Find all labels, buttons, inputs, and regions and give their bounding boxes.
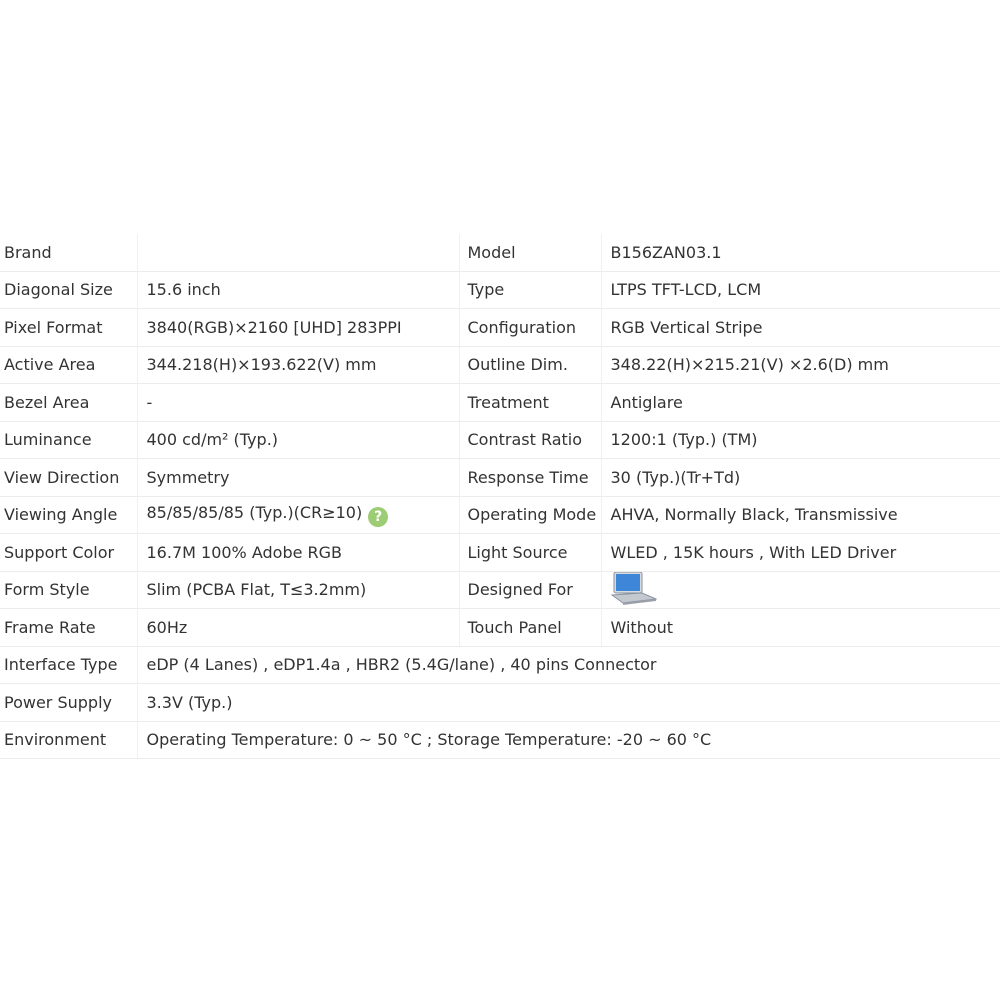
spec-label: Outline Dim. xyxy=(459,346,601,384)
spec-label: Support Color xyxy=(0,534,137,572)
table-row xyxy=(0,234,1000,271)
spec-label: Operating Mode xyxy=(459,496,601,534)
spec-value: Operating Temperature: 0 ~ 50 °C ; Storage Temperature: -20 ~ 60 °C xyxy=(137,721,1000,759)
spec-label: Bezel Area xyxy=(0,384,137,422)
spec-value: 344.218(H)×193.622(V) mm xyxy=(137,346,459,384)
table-row xyxy=(0,721,1000,759)
table-row xyxy=(0,346,1000,384)
spec-label: Model xyxy=(459,234,601,271)
table-row xyxy=(0,384,1000,422)
spec-label: Viewing Angle xyxy=(0,496,137,534)
spec-value: 3.3V (Typ.) xyxy=(137,684,1000,722)
table-row xyxy=(0,309,1000,347)
help-icon[interactable]: ? xyxy=(368,507,388,527)
spec-value: Without xyxy=(601,609,1000,647)
spec-label: Diagonal Size xyxy=(0,271,137,309)
spec-label: Configuration xyxy=(459,309,601,347)
laptop-icon xyxy=(611,571,657,605)
spec-label: Luminance xyxy=(0,421,137,459)
spec-value: AHVA, Normally Black, Transmissive xyxy=(601,496,1000,534)
spec-value: 3840(RGB)×2160 [UHD] 283PPI xyxy=(137,309,459,347)
spec-value-brand xyxy=(137,234,459,271)
spec-label: Type xyxy=(459,271,601,309)
spec-label: Light Source xyxy=(459,534,601,572)
spec-label: Contrast Ratio xyxy=(459,421,601,459)
table-row xyxy=(0,646,1000,684)
spec-value: 30 (Typ.)(Tr+Td) xyxy=(601,459,1000,497)
table-row xyxy=(0,271,1000,309)
spec-label: Brand xyxy=(0,234,137,271)
model-link[interactable]: B156ZAN03.1 xyxy=(601,234,1000,271)
spec-value: 348.22(H)×215.21(V) ×2.6(D) mm xyxy=(601,346,1000,384)
table-row xyxy=(0,421,1000,459)
spec-label: Active Area xyxy=(0,346,137,384)
diagonal-size-link[interactable]: 15.6 inch xyxy=(137,271,459,309)
spec-value: LTPS TFT-LCD, LCM xyxy=(601,271,1000,309)
spec-value: 400 cd/m² (Typ.) xyxy=(137,421,459,459)
spec-label: Designed For xyxy=(459,571,601,609)
designed-for-cell xyxy=(601,571,1000,609)
spec-label: Pixel Format xyxy=(0,309,137,347)
viewing-angle-cell xyxy=(137,496,459,534)
spec-table xyxy=(0,234,1000,759)
spec-value: eDP (4 Lanes) , eDP1.4a , HBR2 (5.4G/lane) , 40 pins Connector xyxy=(137,646,1000,684)
spec-value: Symmetry xyxy=(137,459,459,497)
spec-value: RGB Vertical Stripe xyxy=(601,309,1000,347)
spec-label: Interface Type xyxy=(0,646,137,684)
spec-value: WLED , 15K hours , With LED Driver xyxy=(601,534,1000,572)
spec-value: - xyxy=(137,384,459,422)
spec-value: Slim (PCBA Flat, T≤3.2mm) xyxy=(137,571,459,609)
spec-label: Form Style xyxy=(0,571,137,609)
spec-value: 60Hz xyxy=(137,609,459,647)
spec-label: View Direction xyxy=(0,459,137,497)
spec-value: Antiglare xyxy=(601,384,1000,422)
table-row xyxy=(0,459,1000,497)
spec-value: 85/85/85/85 (Typ.)(CR≥10) xyxy=(146,502,363,522)
spec-label: Frame Rate xyxy=(0,609,137,647)
spec-label: Environment xyxy=(0,721,137,759)
table-row xyxy=(0,496,1000,534)
spec-value: 1200:1 (Typ.) (TM) xyxy=(601,421,1000,459)
spec-label: Treatment xyxy=(459,384,601,422)
table-row xyxy=(0,609,1000,647)
spec-label: Touch Panel xyxy=(459,609,601,647)
spec-label: Power Supply xyxy=(0,684,137,722)
table-row xyxy=(0,684,1000,722)
spec-value: 16.7M 100% Adobe RGB xyxy=(137,534,459,572)
table-row xyxy=(0,534,1000,572)
spec-label: Response Time xyxy=(459,459,601,497)
table-row xyxy=(0,571,1000,609)
